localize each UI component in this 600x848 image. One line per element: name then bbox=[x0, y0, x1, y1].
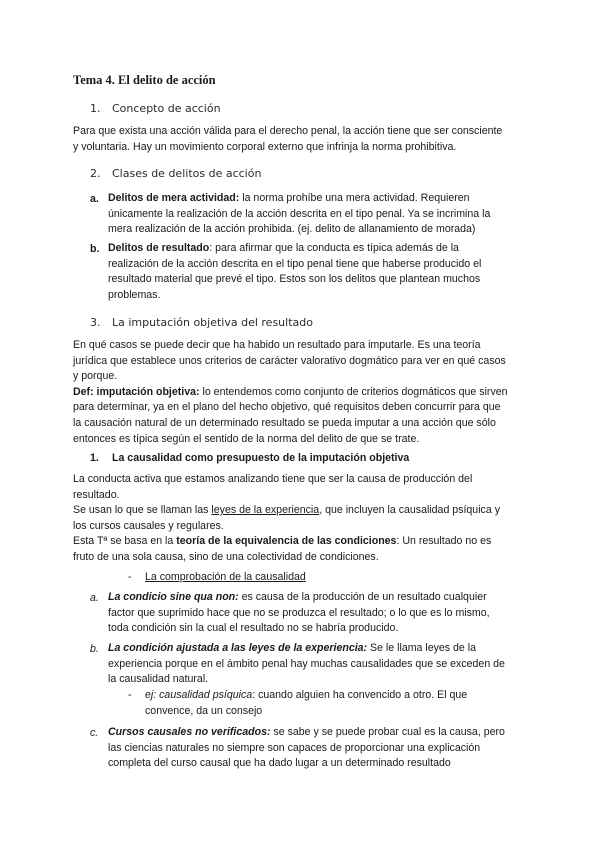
text-line: entonces es típica según el sentido de la norma del delito de que se trate. bbox=[73, 432, 420, 445]
text-line: , que incluyen la causalidad psíquica y bbox=[319, 504, 500, 517]
term-condicion-ajustada: La condición ajustada a las leyes de la experiencia: bbox=[108, 642, 368, 654]
text-line: jurídica que establece unos criterios de carácter valorativo dogmático para ver en qué casos bbox=[73, 354, 506, 367]
term-causalidad-psiquica: ej: causalidad psíquica bbox=[145, 689, 253, 701]
text-line: completa del curso causal que ha dado lugar a un determinado resultado bbox=[108, 757, 451, 770]
text-line: fruto de una sola causa, sino de una colectividad de condiciones. bbox=[73, 550, 379, 563]
section-1-number: 1. bbox=[90, 102, 101, 115]
comprobacion-heading: La comprobación de la causalidad bbox=[145, 571, 306, 583]
section-1-paragraph bbox=[73, 124, 502, 155]
list-label-a: a. bbox=[90, 592, 99, 604]
subsection-1-paragraph bbox=[73, 472, 500, 566]
leyes-experiencia-link: leyes de la experiencia bbox=[211, 504, 320, 517]
sub-item-causalidad-psiquica bbox=[145, 688, 467, 719]
list-item-cursos-causales bbox=[108, 725, 505, 772]
text-line: Se le llama leyes de la bbox=[367, 642, 477, 654]
text-line: y voluntaria. Hay un movimiento corporal externo que infrinja la norma prohibitiva. bbox=[73, 140, 457, 153]
section-1-title: Concepto de acción bbox=[112, 102, 221, 115]
text-line: convence, da un consejo bbox=[145, 704, 263, 717]
text-line: toda condición sin la cual el resultado no se habría producido. bbox=[108, 622, 399, 635]
text-line: : Un resultado no es bbox=[396, 535, 492, 548]
text-line: Se usan lo que se llaman las bbox=[73, 504, 212, 517]
subsection-1-number: 1. bbox=[90, 452, 99, 464]
section-2-heading bbox=[90, 167, 261, 180]
document-title: Tema 4. El delito de acción bbox=[73, 73, 216, 87]
text-line: La conducta activa que estamos analizando tiene que ser la causa de producción del bbox=[73, 473, 473, 485]
term-condicio: La condicio sine qua non: bbox=[108, 591, 239, 603]
text-line: factor que suprimido hace que no se produzca el resultado; o lo que es lo mismo, bbox=[108, 606, 490, 619]
sub-item-dash: - bbox=[128, 689, 132, 701]
subsection-1-heading bbox=[90, 452, 409, 464]
section-2-title: Clases de delitos de acción bbox=[112, 167, 262, 180]
text-line: resultado material que prevé el tipo. Estos son los delitos que plantean muchos bbox=[108, 273, 481, 286]
section-2-number: 2. bbox=[90, 167, 101, 180]
text-line: la causación natural de un determinado resultado se pueda imputar a una acción que sólo bbox=[73, 416, 496, 429]
list-label-a: a. bbox=[90, 193, 99, 205]
section-1-heading bbox=[90, 102, 221, 115]
list-item-condicion-ajustada bbox=[108, 641, 505, 688]
section-3-paragraph bbox=[73, 338, 508, 447]
text-line: mera realización de la acción prohibida. (ej. delito de allanamiento de morada) bbox=[108, 223, 476, 236]
text-line: es causa de la producción de un resultado cualquier bbox=[238, 591, 487, 603]
subsection-1-title: La causalidad como presupuesto de la imputación objetiva bbox=[112, 452, 410, 464]
text-line: únicamente la realización de la acción descrita en el tipo penal. Ya se incrimina la bbox=[108, 207, 491, 220]
term-imputacion-objetiva: Def: imputación objetiva: bbox=[73, 385, 200, 398]
section-3-title: La imputación objetiva del resultado bbox=[112, 316, 313, 329]
term-equivalencia: teoría de la equivalencia de las condiciones bbox=[176, 535, 397, 548]
list-label-b: b. bbox=[90, 643, 99, 655]
list-item-mera-actividad bbox=[108, 191, 490, 238]
text-line: resultado. bbox=[73, 488, 120, 501]
text-line: realización de la acción descrita en el tipo penal tiene que haberse producido el bbox=[108, 257, 482, 270]
list-label-b: b. bbox=[90, 243, 100, 255]
text-line: lo entendemos como conjunto de criterios dogmáticos que sirven bbox=[199, 385, 508, 398]
text-line: : cuando alguien ha convencido a otro. El que bbox=[252, 689, 468, 701]
term-mera-actividad: Delitos de mera actividad: bbox=[108, 192, 240, 204]
comprobacion-dash: - bbox=[128, 571, 132, 583]
text-line: : para afirmar que la conducta es típica además de la bbox=[209, 242, 459, 254]
text-line: y porque. bbox=[73, 370, 118, 383]
text-line: En qué casos se puede decir que ha habido un resultado para imputarle. Es una teoría bbox=[73, 339, 481, 351]
term-cursos-causales: Cursos causales no verificados: bbox=[108, 726, 271, 738]
text-line: se sabe y se puede probar cual es la causa, pero bbox=[270, 726, 505, 738]
text-line: la causalidad natural. bbox=[108, 673, 209, 686]
text-line: problemas. bbox=[108, 288, 161, 301]
text-line: experiencia porque en el ámbito penal hay muchas causalidades que se exceden de bbox=[108, 657, 505, 670]
section-3-heading bbox=[90, 316, 313, 329]
text-line: los cursos causales y regulares. bbox=[73, 519, 224, 532]
term-resultado: Delitos de resultado bbox=[108, 242, 210, 254]
section-3-number: 3. bbox=[90, 316, 101, 329]
list-label-c: c. bbox=[90, 727, 99, 739]
text-line: la norma prohíbe una mera actividad. Requieren bbox=[239, 192, 470, 204]
text-line: Esta Tª se basa en la bbox=[73, 535, 177, 548]
list-item-resultado bbox=[108, 241, 481, 303]
text-line: Para que exista una acción válida para el derecho penal, la acción tiene que ser consciente bbox=[73, 125, 503, 137]
text-line: las ciencias naturales no siempre son capaces de proporcionar una explicación bbox=[108, 741, 481, 754]
text-line: para determinar, ya en el plano del hecho objetivo, qué requisitos deben concurrir para que bbox=[73, 401, 501, 414]
list-item-condicio bbox=[108, 590, 490, 637]
